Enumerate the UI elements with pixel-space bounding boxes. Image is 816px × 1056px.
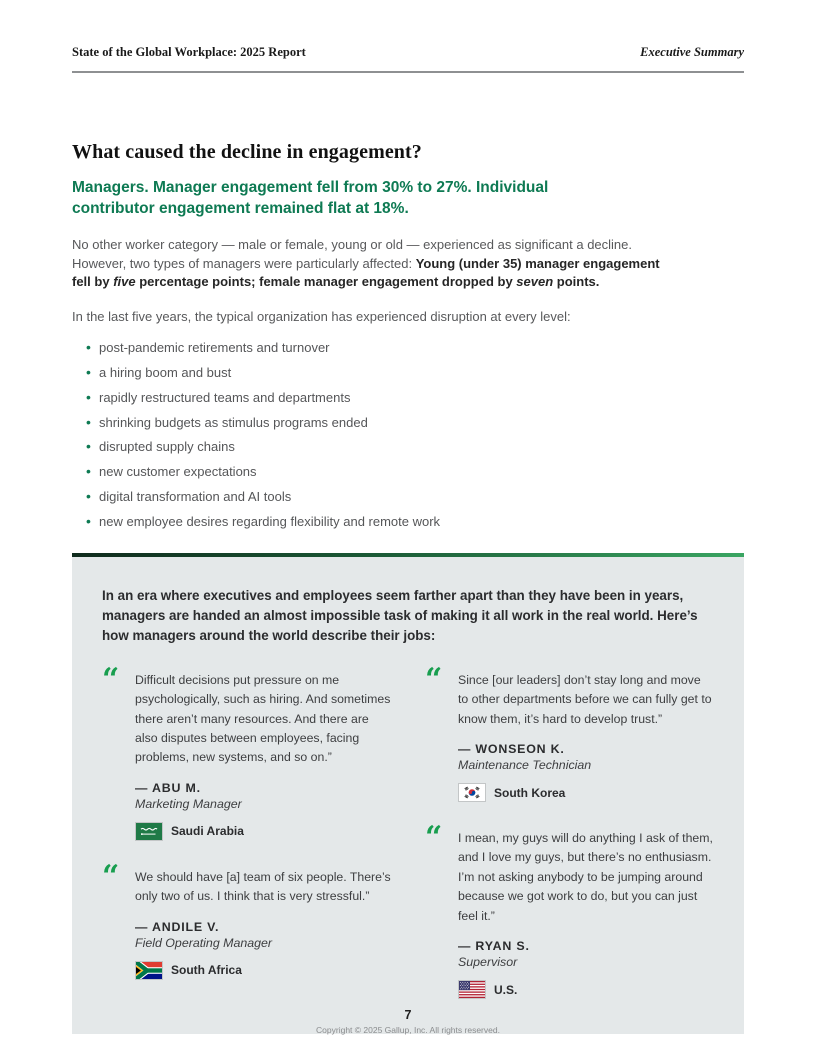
paragraph-decline-italic-2: seven — [516, 274, 554, 290]
copyright-notice: Copyright © 2025 Gallup, Inc. All rights reserved. — [316, 1025, 500, 1035]
quote-attribution-name: — ANDILE V. — [135, 919, 220, 934]
quote-text: Since [our leaders] don’t stay long and move to other departments before we can fully get to know them, it’s hard to develop trust.” — [458, 672, 712, 726]
quote-country — [135, 961, 391, 980]
quote-body — [135, 868, 391, 980]
opening-quote-icon: “ — [102, 858, 117, 894]
callout-body — [72, 557, 744, 1034]
page-footer — [0, 1008, 816, 1035]
country-label: South Korea — [494, 785, 566, 800]
report-title: State of the Global Workplace: 2025 Report — [72, 45, 306, 59]
section-title: What caused the decline in engagement? — [72, 141, 422, 163]
list-item: • post-pandemic retirements and turnover — [86, 340, 744, 355]
paragraph-decline-bold-1: Young (under 35) manager engagement fell by — [72, 255, 660, 290]
quote-body — [458, 671, 714, 802]
quote-text: Difficult decisions put pressure on me psychologically, such as hiring. And sometimes there aren’t many resources. And there are also disputes between employees, facing problems, new systems, and so on.” — [135, 672, 391, 765]
quote-text: We should have [a] team of six people. There’s only two of us. I think that is very stressful.” — [135, 869, 391, 904]
quote-attribution-role: Supervisor — [458, 955, 518, 970]
section-subtitle: Managers. Manager engagement fell from 30% to 27%. Individual contributor engagement remained flat at 18%. — [72, 179, 549, 218]
list-item: • digital transformation and AI tools — [86, 489, 744, 504]
paragraph-disruption-lead: In the last five years, the typical organization has experienced disruption at every level: — [72, 309, 571, 325]
list-item: • new employee desires regarding flexibility and remote work — [86, 514, 744, 529]
section-label: Executive Summary — [640, 45, 744, 59]
paragraph-decline-bold-2: percentage points; female manager engagement dropped by — [135, 274, 517, 290]
quote-attribution-role: Field Operating Manager — [135, 935, 273, 950]
quote-attribution-name: — WONSEON K. — [458, 742, 565, 756]
page-header — [72, 45, 744, 73]
list-item: • disrupted supply chains — [86, 439, 744, 454]
quote-ryan-s — [425, 820, 714, 999]
page-number: 7 — [404, 1008, 412, 1022]
quote-column-right — [425, 661, 714, 1026]
paragraph-decline-bold-3: points. — [553, 274, 600, 290]
us-flag-icon — [458, 980, 486, 999]
quote-body — [135, 671, 391, 841]
quote-text: I mean, my guys will do anything I ask of them, and I love my guys, but there’s no enthusiasm. I’m not asking anybody to be jumping around because we got work to do, but you can just feel it.” — [458, 831, 713, 923]
quote-column-left — [102, 661, 391, 1026]
quote-attribution-name: — ABU M. — [135, 780, 201, 795]
quote-country — [458, 783, 714, 802]
country-label: South Africa — [171, 963, 242, 978]
callout-intro: In an era where executives and employees seem farther apart than they have been in years, managers are handed an almost impossible task of making it all work in the real world. Here’s how managers around the world describe their jobs: — [102, 588, 698, 643]
opening-quote-icon: “ — [425, 661, 440, 697]
south-africa-flag-icon — [135, 961, 163, 980]
list-item: • shrinking budgets as stimulus programs ended — [86, 415, 744, 430]
manager-quotes-callout — [72, 553, 744, 1034]
country-label: U.S. — [494, 982, 518, 997]
country-label: Saudi Arabia — [171, 824, 244, 839]
quote-country — [458, 980, 714, 999]
paragraph-decline-normal: No other worker category — male or female, young or old — experienced as significant a decline. However, two types of managers were particularly affected: — [72, 236, 633, 271]
disruption-list — [72, 340, 744, 529]
list-item: • rapidly restructured teams and departments — [86, 390, 744, 405]
opening-quote-icon: “ — [425, 820, 440, 855]
quote-columns — [102, 661, 714, 1026]
quote-country — [135, 822, 391, 841]
opening-quote-icon: “ — [102, 661, 117, 697]
list-item: • a hiring boom and bust — [86, 365, 744, 380]
list-item: • new customer expectations — [86, 464, 744, 479]
quote-andile-v — [102, 858, 391, 980]
paragraph-decline-italic-1: five — [113, 274, 136, 290]
quote-attribution-role: Marketing Manager — [135, 796, 242, 811]
quote-attribution-role: Maintenance Technician — [458, 758, 592, 772]
saudi-arabia-flag-icon — [135, 822, 163, 841]
paragraph-decline — [72, 236, 678, 293]
page-content — [72, 141, 744, 1034]
south-korea-flag-icon — [458, 783, 486, 802]
quote-wonseon-k — [425, 661, 714, 802]
quote-abu-m — [102, 661, 391, 841]
quote-body — [458, 829, 714, 999]
quote-attribution-name: — RYAN S. — [458, 939, 530, 954]
